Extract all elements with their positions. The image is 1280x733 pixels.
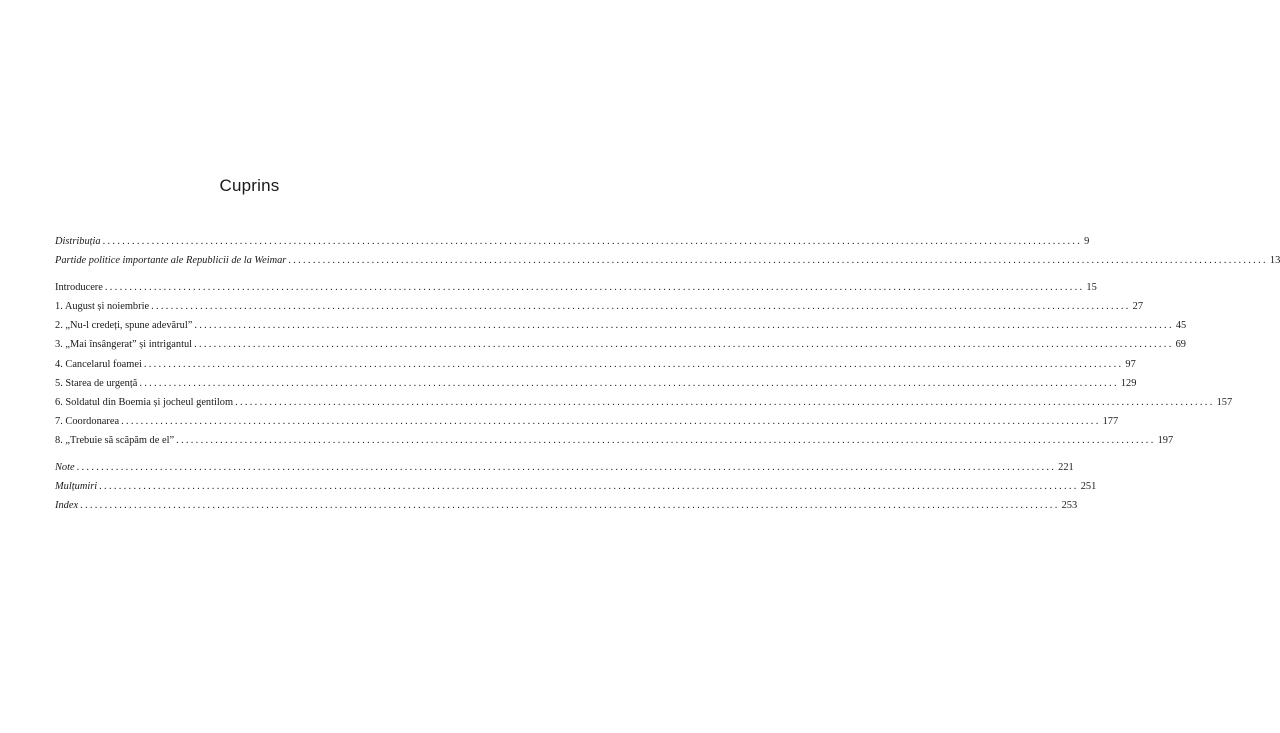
toc-entry-page-number: 13 xyxy=(1269,255,1280,267)
toc-entry-title: Introducere xyxy=(55,282,103,294)
toc-entry-page-number: 253 xyxy=(1061,500,1078,512)
dot-leader: ........................................................................................................................................................................................................ xyxy=(288,255,1268,267)
toc-entry-title: Mulțumiri xyxy=(55,481,98,493)
toc-entry xyxy=(55,477,1097,496)
dot-leader: ........................................................................................................................................................................................................ xyxy=(194,320,1174,332)
dot-leader: ........................................................................................................................................................................................................ xyxy=(176,434,1156,446)
page-title: Cuprins xyxy=(219,176,280,195)
toc-entry-page-number: 177 xyxy=(1102,415,1119,427)
dot-leader: ........................................................................................................................................................................................................ xyxy=(102,236,1083,247)
dot-leader: ........................................................................................................................................................................................................ xyxy=(76,462,1057,474)
toc-entry-page-number: 15 xyxy=(1086,282,1097,294)
toc-entry xyxy=(55,431,1174,450)
toc-entry-page-number: 197 xyxy=(1157,434,1174,446)
dot-leader: ........................................................................................................................................................................................................ xyxy=(121,415,1101,427)
toc-entry-page-number: 45 xyxy=(1175,320,1187,332)
dot-leader: ........................................................................................................................................................................................................ xyxy=(151,301,1131,313)
toc-entry-title: Index xyxy=(55,500,79,512)
toc-entry-title: 2. „Nu-l credeți, spune adevărul” xyxy=(55,320,193,332)
dot-leader: ........................................................................................................................................................................................................ xyxy=(104,282,1085,294)
toc-entry-page-number: 251 xyxy=(1080,481,1097,493)
toc-entry xyxy=(55,412,1119,431)
dot-leader: ........................................................................................................................................................................................................ xyxy=(194,339,1174,351)
dot-leader: ........................................................................................................................................................................................................ xyxy=(235,396,1215,408)
toc-entry xyxy=(55,232,1090,251)
toc-entry-title: 1. August și noiembrie xyxy=(55,301,150,313)
toc-entry xyxy=(55,393,1233,412)
toc-entry-page-number: 157 xyxy=(1216,396,1233,408)
toc-entry-title: 8. „Trebuie să scăpăm de el” xyxy=(55,434,175,446)
toc-entry-page-number: 97 xyxy=(1125,358,1136,370)
dot-leader: ........................................................................................................................................................................................................ xyxy=(143,358,1124,370)
table-of-contents xyxy=(55,232,1280,515)
toc-entry-page-number: 221 xyxy=(1058,462,1074,474)
toc-entry xyxy=(55,251,1280,270)
toc-entry-title: 7. Coordonarea xyxy=(55,415,120,427)
toc-entry xyxy=(55,278,1097,297)
toc-entry xyxy=(55,316,1187,335)
toc-entry-title: 3. „Mai însângerat” și intrigantul xyxy=(55,339,193,351)
dot-leader: ........................................................................................................................................................................................................ xyxy=(80,500,1060,512)
toc-entry xyxy=(55,458,1074,477)
toc-entry-page-number: 129 xyxy=(1120,377,1137,389)
group-separator xyxy=(55,270,445,278)
toc-entry-title: 6. Soldatul din Boemia și jocheul gentilom xyxy=(55,396,234,408)
toc-entry-title: 5. Starea de urgență xyxy=(55,377,138,389)
toc-entry-page-number: 9 xyxy=(1084,236,1090,247)
toc-entry-page-number: 27 xyxy=(1132,301,1144,313)
toc-entry xyxy=(55,374,1137,393)
group-separator xyxy=(55,450,445,458)
toc-entry-title: Distribuția xyxy=(55,236,101,247)
toc-entry-title: 4. Cancelarul foamei xyxy=(55,358,142,370)
toc-entry xyxy=(55,355,1136,374)
dot-leader: ........................................................................................................................................................................................................ xyxy=(99,481,1079,493)
toc-entry xyxy=(55,335,1186,354)
toc-entry xyxy=(55,297,1144,316)
toc-entry-page-number: 69 xyxy=(1175,339,1186,351)
toc-entry xyxy=(55,496,1078,515)
toc-entry-title: Partide politice importante ale Republicii de la Weimar xyxy=(55,255,287,267)
toc-entry-title: Note xyxy=(55,462,75,474)
dot-leader: ........................................................................................................................................................................................................ xyxy=(139,377,1119,389)
